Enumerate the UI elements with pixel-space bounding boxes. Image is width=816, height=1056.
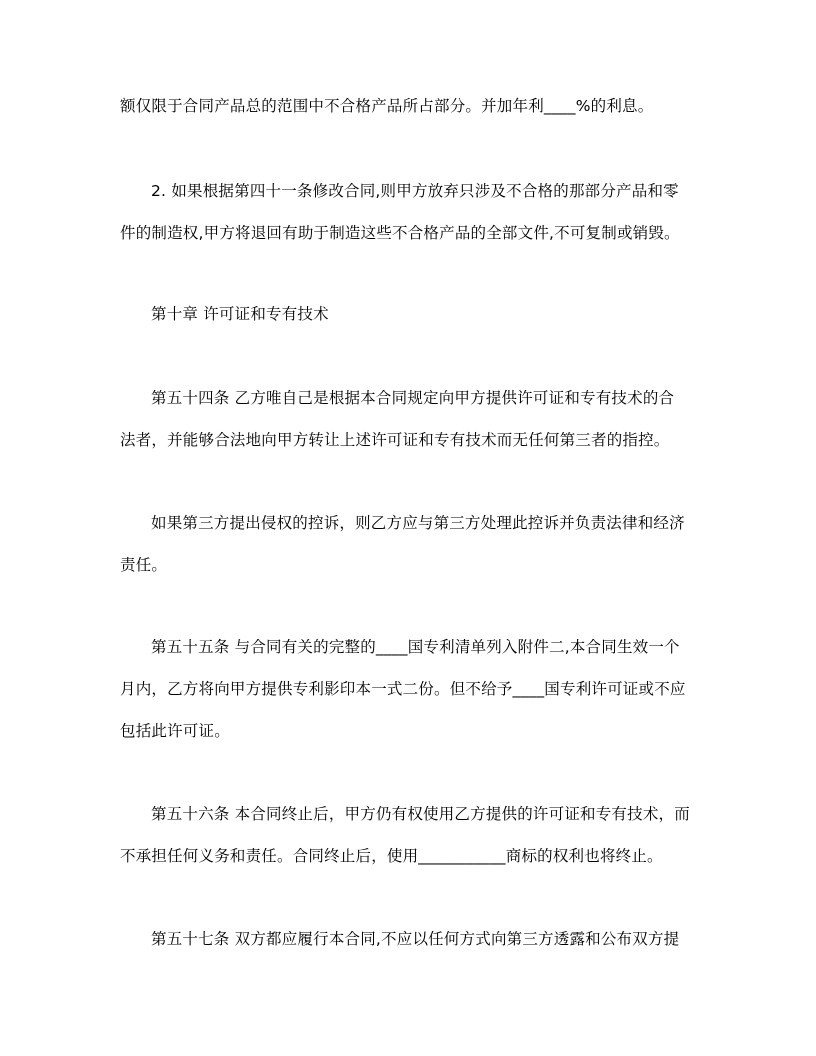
article-54-line-2: 法者，并能够合法地向甲方转让上述许可证和专有技术而无任何第三者的指控。 — [120, 431, 670, 449]
article-56-line-1: 第五十六条 本合同终止后，甲方仍有权使用乙方提供的许可证和专有技术，而 — [151, 805, 690, 823]
paragraph-clause-2-line-2: 件的制造权,甲方将退回有助于制造这些不合格产品的全部文件,不可复制或销毁。 — [120, 224, 680, 242]
chapter-heading: 第十章 许可证和专有技术 — [151, 305, 329, 323]
infringement-paragraph-line-2: 责任。 — [120, 556, 168, 574]
paragraph-clause-2-line-1: 2. 如果根据第四十一条修改合同,则甲方放弃只涉及不合格的那部分产品和零 — [151, 182, 679, 200]
article-55-line-2: 月内，乙方将向甲方提供专利影印本一式二份。但不给予____国专利许可证或不应 — [120, 680, 686, 698]
article-57-line-1: 第五十七条 双方都应履行本合同,不应以任何方式向第三方透露和公布双方提 — [151, 930, 680, 948]
text-line: 额仅限于合同产品总的范围中不合格产品所占部分。并加年利____%的利息。 — [120, 97, 654, 115]
article-55-line-3: 包括此许可证。 — [120, 722, 230, 740]
infringement-paragraph-line-1: 如果第三方提出侵权的控诉，则乙方应与第三方处理此控诉并负责法律和经济 — [151, 514, 685, 532]
article-55-line-1: 第五十五条 与合同有关的完整的____国专利清单列入附件二,本合同生效一个 — [151, 638, 680, 656]
article-54-line-1: 第五十四条 乙方唯自己是根据本合同规定向甲方提供许可证和专有技术的合 — [151, 389, 675, 407]
article-56-line-2: 不承担任何义务和责任。合同终止后，使用___________商标的权利也将终止。 — [120, 847, 663, 865]
